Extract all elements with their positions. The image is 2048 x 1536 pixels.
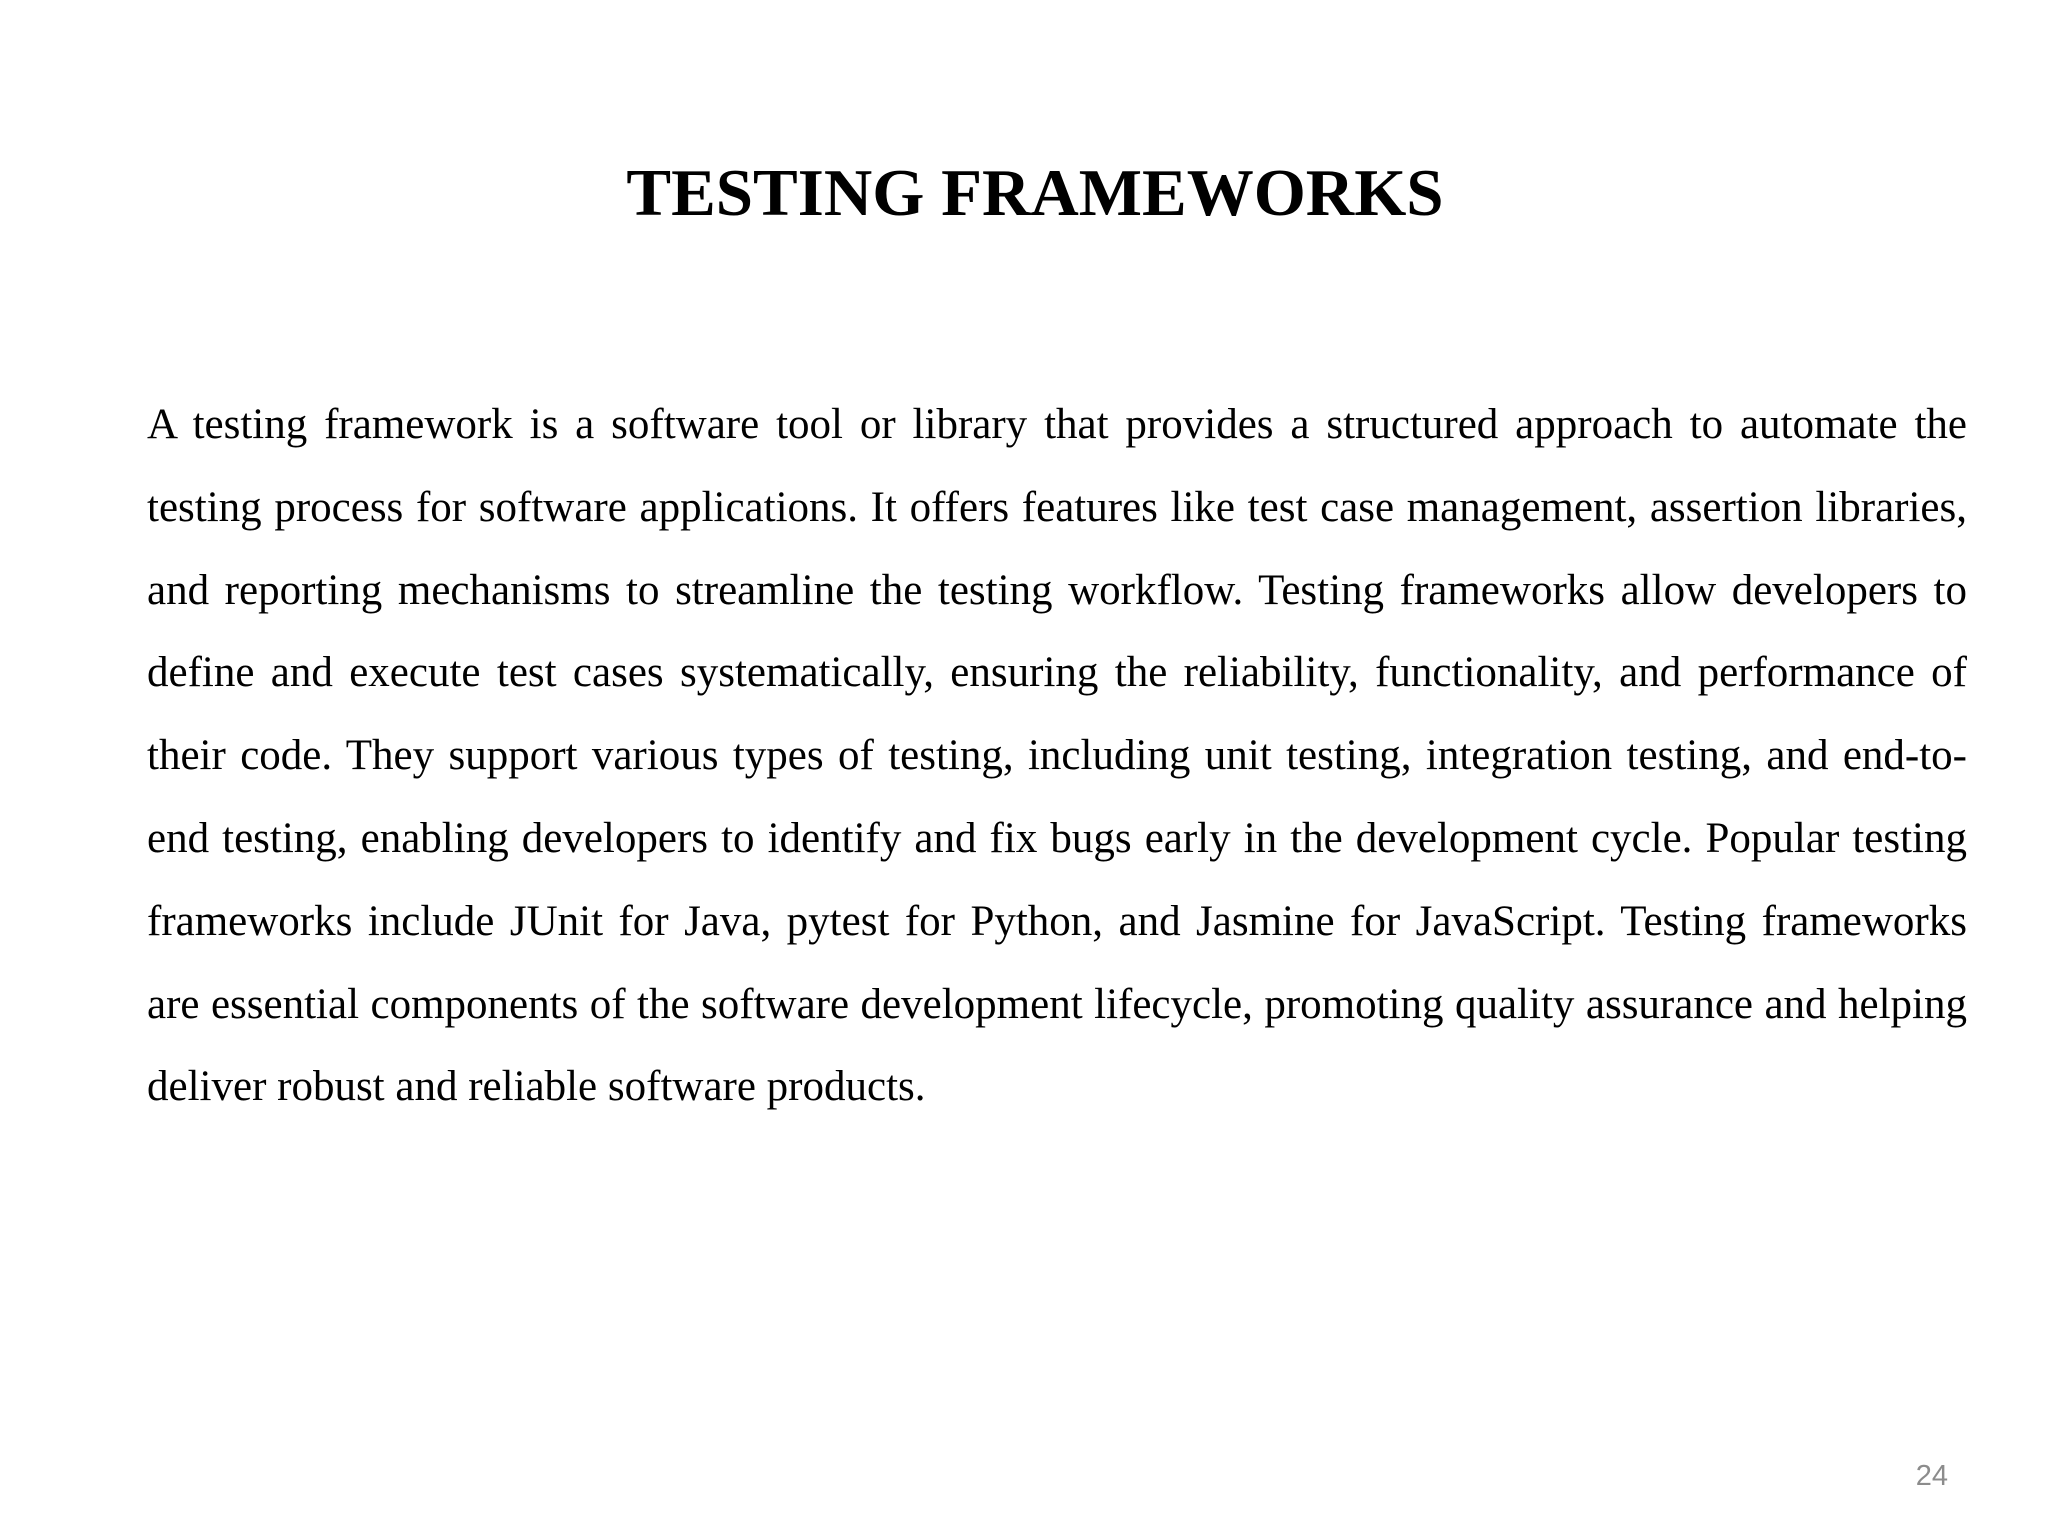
- slide-title: TESTING FRAMEWORKS: [626, 156, 1444, 230]
- slide-body-paragraph: A testing framework is a software tool or library that provides a structured approach to automate the testing process for software applications. It offers features like test case management, assertion libraries, and reporting mechanisms to streamline the testing workflow. Testing frameworks allow developers to define and execute test cases systematically, ensuring the reliability, functionality, and performance of their code. They support various types of testing, including unit testing, integration testing, and end-to-end testing, enabling developers to identify and fix bugs early in the development cycle. Popular testing frameworks include JUnit for Java, pytest for Python, and Jasmine for JavaScript. Testing frameworks are essential components of the software development lifecycle, promoting quality assurance and helping deliver robust and reliable software products.: [147, 401, 1967, 1111]
- page-number: 24: [1915, 1460, 1948, 1492]
